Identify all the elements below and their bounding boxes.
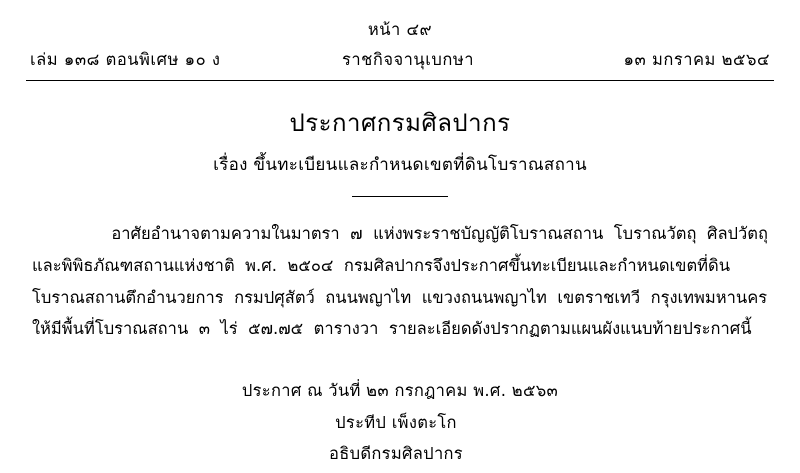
gazette-name: ราชกิจจานุเบกษา (342, 49, 474, 69)
signature-block (28, 375, 772, 470)
document-body (28, 218, 772, 345)
body-text: ให้มีพื้นที่โบราณสถาน ๓ ไร่ ๕๗.๗๕ ตารางวา รายละเอียดดังปรากฏตามแผนผังแนบท้ายประกาศนี้ (32, 319, 752, 339)
body-line (32, 218, 768, 250)
header-divider (26, 80, 774, 81)
body-line (32, 250, 768, 282)
volume-info: เล่ม ๑๓๘ ตอนพิเศษ ๑๐ ง (30, 49, 221, 69)
body-line (32, 282, 768, 314)
signatory-role: อธิบดีกรมศิลปากร (329, 444, 463, 464)
body-line (32, 313, 768, 345)
title-block (28, 107, 772, 198)
body-text: อาศัยอำนาจตามความในมาตรา ๗ แห่งพระราชบัญญัติโบราณสถาน โบราณวัตถุ ศิลปวัตถุ (111, 224, 768, 244)
paragraph-indent (32, 218, 104, 250)
body-text: โบราณสถานตึกอำนวยการ กรมปศุสัตว์ ถนนพญาไท แขวงถนนพญาไท เขตราชเทวี กรุงเทพมหานคร (32, 287, 768, 307)
page-number: หน้า ๔๙ (367, 20, 433, 39)
document-title: ประกาศกรมศิลปากร (289, 108, 511, 137)
signatory-name: ประทีป เพ็งตะโก (335, 412, 457, 432)
gazette-header (28, 0, 772, 81)
announcement-date: ประกาศ ณ วันที่ ๒๓ กรกฎาคม พ.ศ. ๒๕๖๓ (241, 381, 559, 401)
title-divider (352, 196, 448, 197)
publication-date: ๑๓ มกราคม ๒๕๖๔ (623, 49, 770, 69)
document-subject: เรื่อง ขึ้นทะเบียนและกำหนดเขตที่ดินโบราณสถาน (213, 155, 587, 176)
body-text: และพิพิธภัณฑสถานแห่งชาติ พ.ศ. ๒๕๐๔ กรมศิลปากรจึงประกาศขึ้นทะเบียนและกำหนดเขตที่ดิน (32, 256, 731, 276)
header-line-row (28, 47, 772, 80)
